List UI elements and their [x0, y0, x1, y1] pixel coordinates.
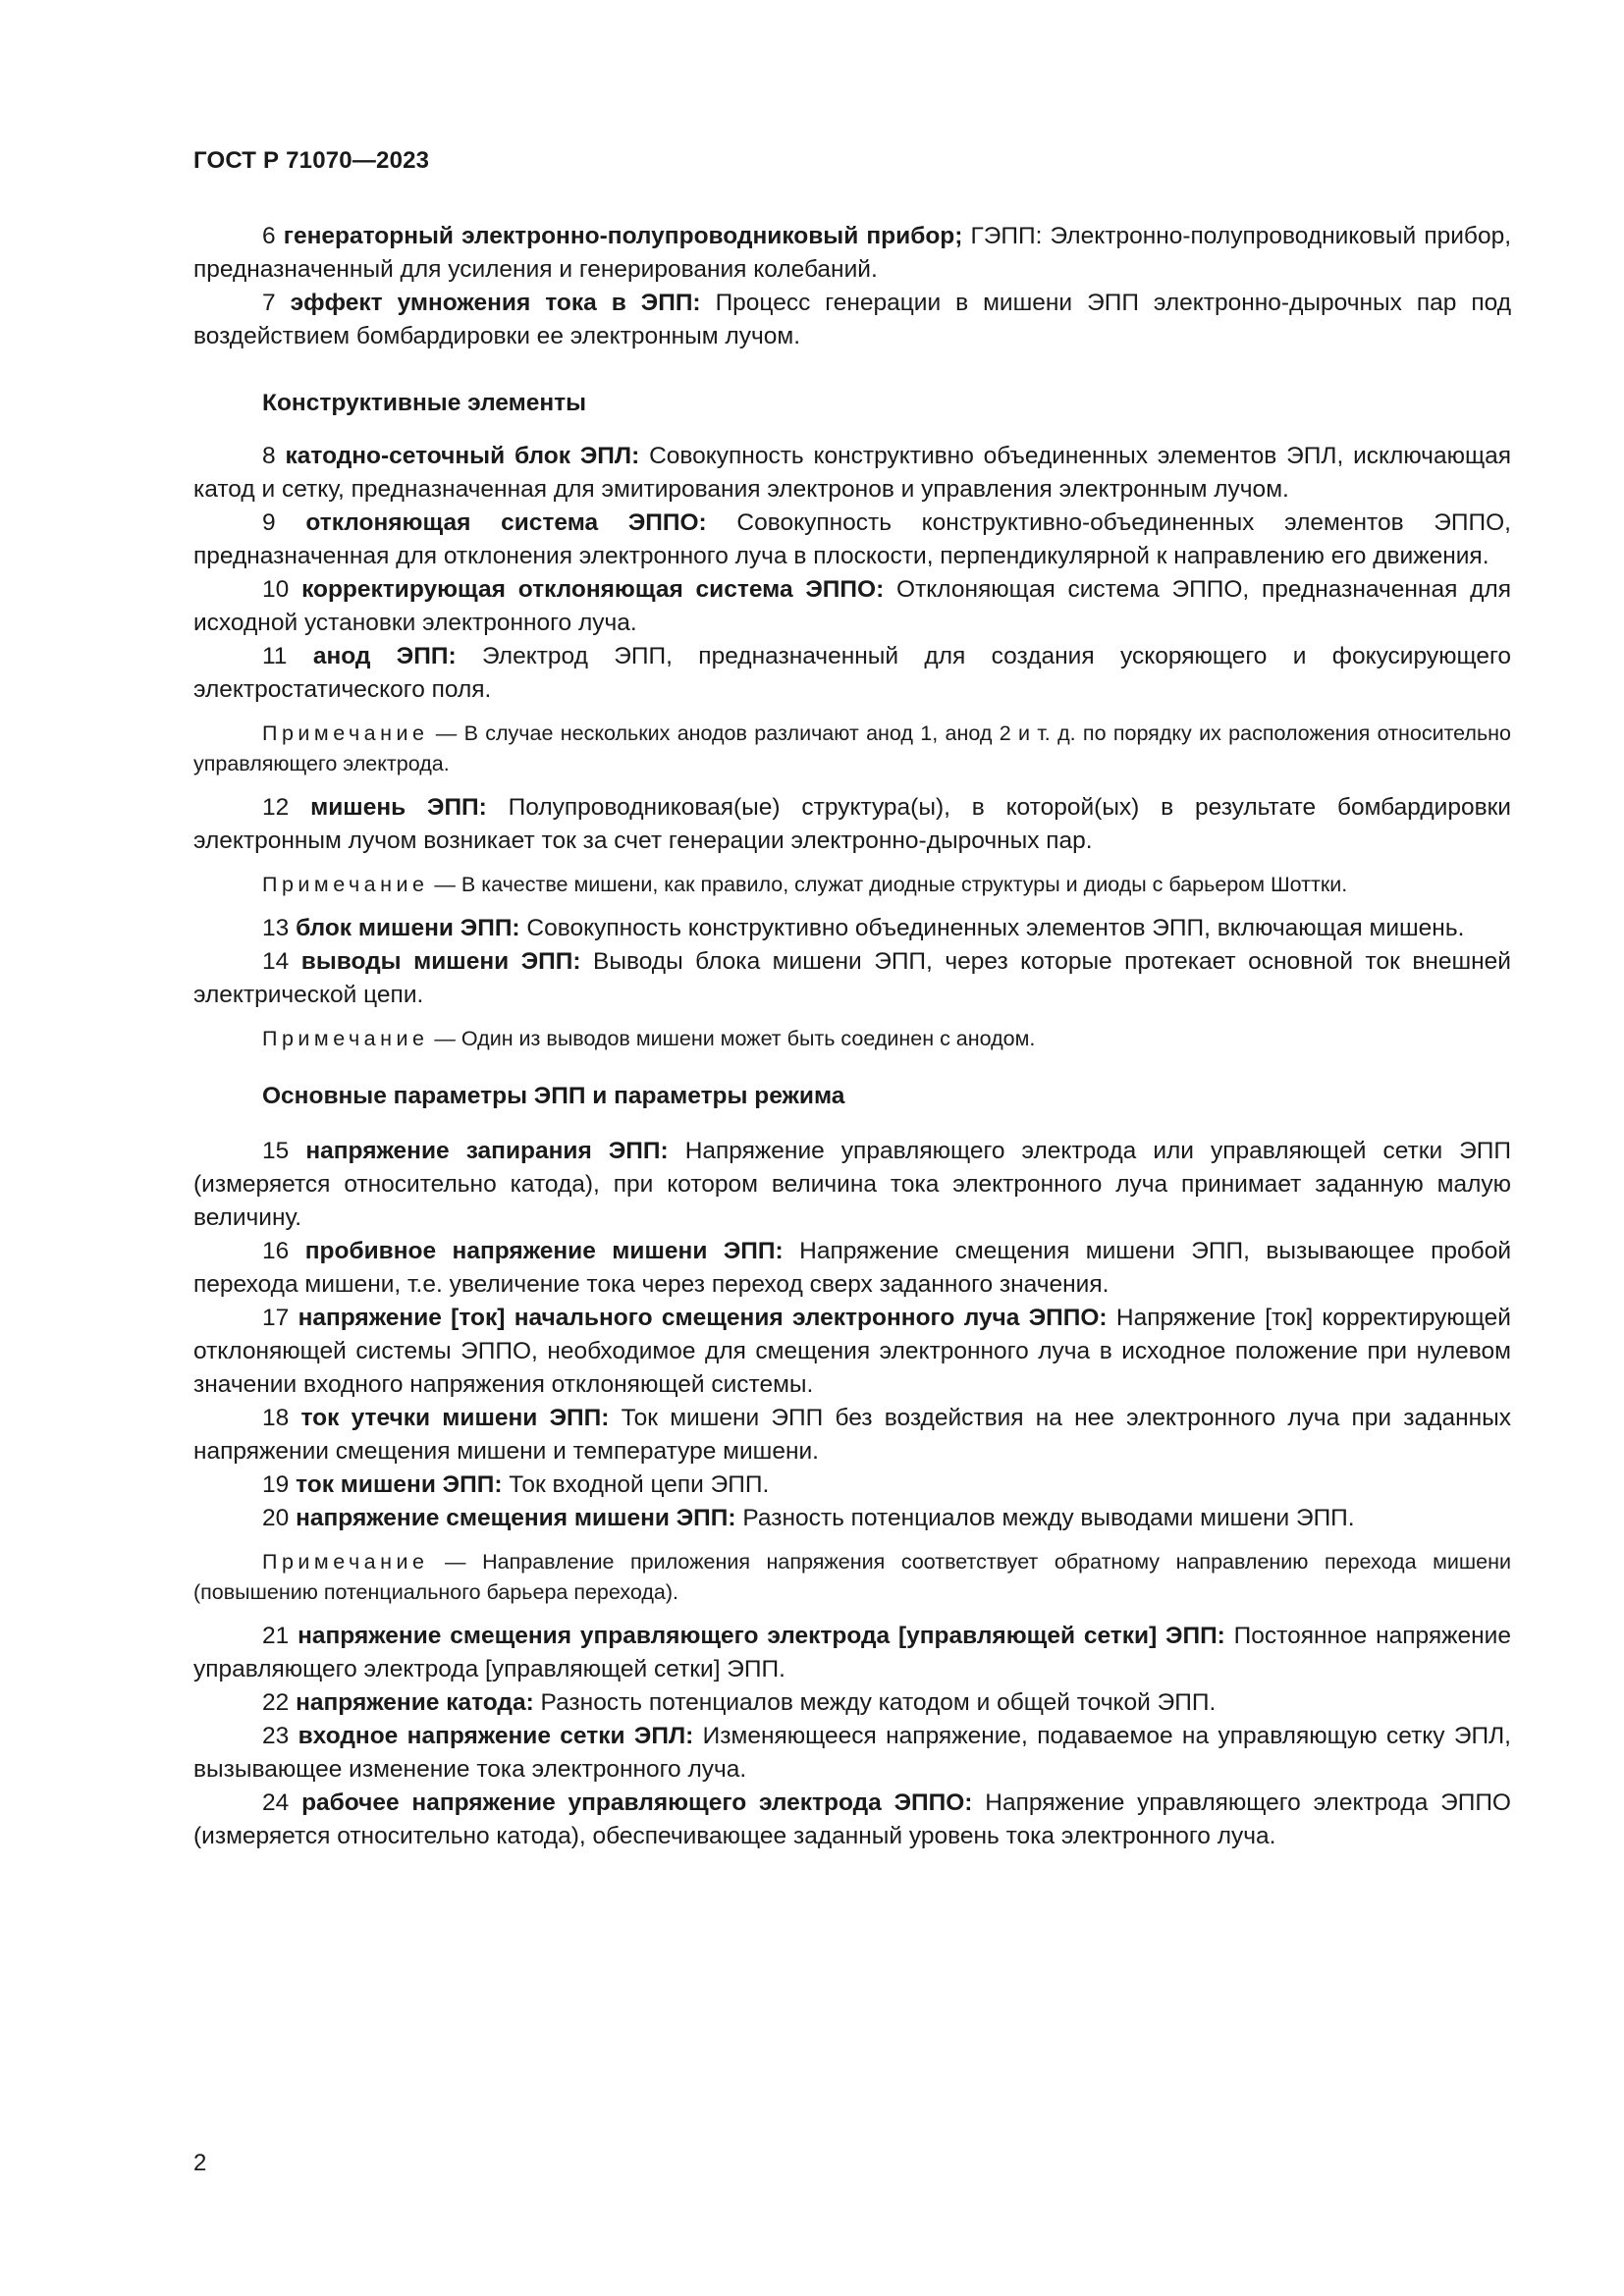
note-label: Примечание: [262, 1027, 429, 1050]
term-name: ток мишени ЭПП:: [296, 1471, 503, 1498]
term-name: генераторный электронно-полупроводниковый прибор;: [283, 223, 963, 249]
term-name: выводы мишени ЭПП:: [300, 948, 581, 975]
term-entry: [193, 1787, 1511, 1853]
term-entry: [193, 1686, 1511, 1720]
term-name: отклоняющая система ЭППО:: [305, 509, 707, 536]
term-name: катодно-сеточный блок ЭПЛ:: [285, 443, 640, 469]
term-name: анод ЭПП:: [312, 643, 457, 669]
note: [193, 870, 1511, 900]
term-entry: [193, 1135, 1511, 1235]
term-definition: Ток мишени ЭПП без воздействия на нее электронного луча при заданных напряжении смещения мишени и температуре мишени.: [193, 1405, 1512, 1465]
term-number: 21: [262, 1623, 290, 1649]
term-name: рабочее напряжение управляющего электрода ЭППО:: [301, 1789, 973, 1816]
term-entry: [193, 912, 1511, 945]
section-heading: Конструктивные элементы: [262, 390, 587, 416]
note: [193, 719, 1511, 779]
standard-designation: ГОСТ Р 71070—2023: [193, 147, 430, 174]
term-number: 6: [262, 223, 276, 249]
term-definition: Разность потенциалов между катодом и общей точкой ЭПП.: [533, 1689, 1217, 1716]
term-definition: Напряжение [ток] корректирующей отклоняющей системы ЭППО, необходимое для смещения электронного луча в исходное положение при нулевом значении входного напряжения отклоняющей системы.: [193, 1305, 1511, 1398]
term-entry: [193, 220, 1511, 287]
term-number: 22: [262, 1689, 290, 1716]
term-definition: Изменяющееся напряжение, подаваемое на управляющую сетку ЭПЛ, вызывающее изменение тока электронного луча.: [193, 1723, 1511, 1783]
term-entry: [193, 1235, 1511, 1302]
note: [193, 1024, 1511, 1054]
term-definition: Отклоняющая система ЭППО, предназначенная для исходной установки электронного луча.: [193, 576, 1511, 636]
term-entry: [193, 945, 1511, 1012]
term-name: пробивное напряжение мишени ЭПП:: [304, 1238, 784, 1264]
term-entry: [193, 573, 1511, 640]
term-number: 10: [262, 576, 290, 603]
term-name: корректирующая отклоняющая система ЭППО:: [301, 576, 885, 603]
term-name: ток утечки мишени ЭПП:: [300, 1405, 610, 1431]
term-definition: Ток входной цепи ЭПП.: [502, 1471, 770, 1498]
note-label: Примечание: [262, 873, 429, 896]
term-definition: Совокупность конструктивно-объединенных элементов ЭППО, предназначенная для отклонения электронного луча в плоскости, перпендикулярной к направлению его движения.: [193, 509, 1511, 569]
term-entry: [193, 640, 1511, 707]
term-definition: Электрод ЭПП, предназначенный для создания ускоряющего и фокусирующего электростатического поля.: [193, 643, 1511, 703]
term-name: эффект умножения тока в ЭПП:: [290, 290, 701, 316]
term-name: входное напряжение сетки ЭПЛ:: [298, 1723, 694, 1749]
term-name: блок мишени ЭПП:: [296, 915, 520, 941]
term-number: 13: [262, 915, 290, 941]
term-definition: Процесс генерации в мишени ЭПП электронно-дырочных пар под воздействием бомбардировки ее электронным лучом.: [193, 290, 1511, 349]
term-definition: Напряжение управляющего электрода или управляющей сетки ЭПП (измеряется относительно катода), при котором величина тока электронного луча принимает заданную малую величину.: [193, 1138, 1512, 1231]
term-definition: Постоянное напряжение управляющего электрода [управляющей сетки] ЭПП.: [193, 1623, 1511, 1682]
term-name: напряжение запирания ЭПП:: [305, 1138, 669, 1164]
term-number: 16: [262, 1238, 290, 1264]
document-body: [193, 220, 1511, 1853]
term-number: 12: [262, 794, 290, 821]
term-entry: [193, 1720, 1511, 1787]
term-definition: Полупроводниковая(ые) структура(ы), в которой(ых) в результате бомбардировки электронным лучом возникает ток за счет генерации электронно-дырочных пар.: [193, 794, 1511, 854]
term-number: 17: [262, 1305, 290, 1331]
term-name: напряжение смещения мишени ЭПП:: [296, 1505, 736, 1531]
term-number: 9: [262, 509, 276, 536]
term-entry: [193, 507, 1511, 573]
term-entry: [193, 791, 1511, 858]
section-heading: Основные параметры ЭПП и параметры режима: [262, 1083, 845, 1109]
note-label: Примечание: [262, 721, 429, 745]
term-number: 20: [262, 1505, 290, 1531]
note-text: — Один из выводов мишени может быть соединен с анодом.: [428, 1027, 1036, 1050]
term-name: напряжение катода:: [296, 1689, 534, 1716]
term-number: 11: [262, 643, 288, 669]
term-entry: [193, 1468, 1511, 1502]
term-number: 15: [262, 1138, 290, 1164]
term-definition: ГЭПП: Электронно-полупроводниковый прибор, предназначенный для усиления и генерирования колебаний.: [193, 223, 1511, 283]
term-entry: [193, 1620, 1511, 1686]
term-entry: [193, 1502, 1511, 1535]
term-number: 7: [262, 290, 276, 316]
note-text: — Направление приложения напряжения соответствует обратному направлению перехода мишени (повышению потенциального барьера перехода).: [193, 1550, 1511, 1604]
term-entry: [193, 440, 1511, 507]
note: [193, 1547, 1511, 1608]
note-text: — В случае нескольких анодов различают анод 1, анод 2 и т. д. по порядку их расположения относительно управляющего электрода.: [193, 721, 1511, 775]
term-number: 14: [262, 948, 290, 975]
term-number: 23: [262, 1723, 290, 1749]
term-definition: Напряжение смещения мишени ЭПП, вызывающее пробой перехода мишени, т.е. увеличение тока через переход сверх заданного значения.: [193, 1238, 1512, 1298]
term-name: напряжение [ток] начального смещения электронного луча ЭППО:: [298, 1305, 1108, 1331]
page-number: 2: [193, 2150, 207, 2176]
term-name: напряжение смещения управляющего электрода [управляющей сетки] ЭПП:: [298, 1623, 1225, 1649]
term-definition: Напряжение управляющего электрода ЭППО (измеряется относительно катода), обеспечивающее заданный уровень тока электронного луча.: [193, 1789, 1511, 1849]
term-number: 18: [262, 1405, 290, 1431]
term-definition: Совокупность конструктивно объединенных элементов ЭПЛ, исключающая катод и сетку, предназначенная для эмитирования электронов и управления электронным лучом.: [193, 443, 1511, 503]
term-definition: Выводы блока мишени ЭПП, через которые протекает основной ток внешней электрической цепи.: [193, 948, 1511, 1008]
note-text: — В качестве мишени, как правило, служат диодные структуры и диоды с барьером Шоттки.: [428, 873, 1348, 896]
term-definition: Совокупность конструктивно объединенных элементов ЭПП, включающая мишень.: [519, 915, 1465, 941]
term-number: 19: [262, 1471, 290, 1498]
term-definition: Разность потенциалов между выводами мишени ЭПП.: [735, 1505, 1355, 1531]
term-number: 8: [262, 443, 276, 469]
term-entry: [193, 1302, 1511, 1402]
term-entry: [193, 1402, 1511, 1468]
note-label: Примечание: [262, 1550, 429, 1574]
term-name: мишень ЭПП:: [310, 794, 487, 821]
term-number: 24: [262, 1789, 290, 1816]
term-entry: [193, 287, 1511, 353]
